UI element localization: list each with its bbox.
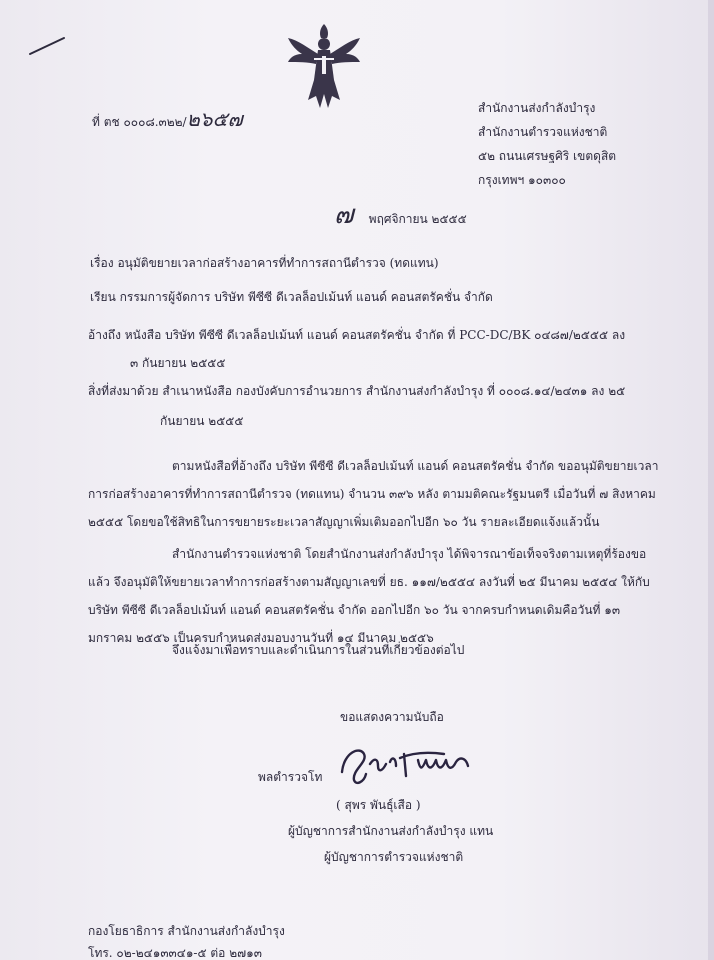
enclosure-label: สิ่งที่ส่งมาด้วย — [88, 384, 159, 398]
reference-number — [92, 107, 243, 131]
body-paragraph-1: ตามหนังสือที่อ้างถึง บริษัท พีซีซี ดีเวลล็อปเม้นท์ แอนด์ คอนสตรัคชั่น จำกัด ขออนุมัติขยายเวลาการก่อสร้างอาคารที่ทำการสถานีตำรวจ (ทดแทน) จำนวน ๓๙๖ หลัง ตามมติคณะรัฐมนตรี เมื่อวันที่ ๗ สิงหาคม ๒๕๕๕ โดยขอใช้สิทธิในการขยายระยะเวลาสัญญาเพิ่มเติมออกไปอีก ๖๐ วัน รายละเอียดแจ้งแล้วนั้น — [88, 459, 659, 529]
reference-prefix: ที่ ตช ๐๐๐๘.๓๒๒/ — [92, 115, 187, 129]
subject-line — [90, 256, 439, 270]
letter-date — [334, 194, 467, 235]
sender-line-1: สำนักงานส่งกำลังบำรุง — [478, 101, 596, 115]
pen-mark-icon — [28, 36, 68, 56]
recipient-line — [90, 290, 493, 304]
sender-address — [478, 96, 616, 192]
body-paragraph-2: สำนักงานตำรวจแห่งชาติ โดยสำนักงานส่งกำลังบำรุง ได้พิจารณาข้อเท็จจริงตามเหตุที่ร้องขอแล้ว จึงอนุมัติให้ขยายเวลาทำการก่อสร้างตามสัญญาเลขที่ ยธ. ๑๑๗/๒๕๕๔ ลงวันที่ ๒๕ มีนาคม ๒๕๕๔ ให้กับ บริษัท พีซีซี ดีเวลล็อปเม้นท์ แอนด์ คอนสตรัคชั่น จำกัด ออกไปอีก ๖๐ วัน จากครบกำหนดเดิมคือวันที่ ๑๓ มกราคม ๒๕๕๖ เป็นครบกำหนดส่งมอบงานวันที่ ๑๔ มีนาคม ๒๕๕๖ — [88, 547, 650, 645]
subject-label: เรื่อง — [90, 256, 114, 270]
page-edge — [708, 0, 714, 960]
footer-office: กองโยธาธิการ สำนักงานส่งกำลังบำรุง — [88, 924, 285, 938]
sender-line-2: สำนักงานตำรวจแห่งชาติ — [478, 125, 608, 139]
signer-name: ( สุพร พันธุ์เสือ ) — [336, 798, 421, 812]
signer-title-2: ผู้บัญชาการตำรวจแห่งชาติ — [324, 850, 464, 864]
sender-line-4: กรุงเทพฯ ๑๐๓๐๐ — [478, 173, 566, 187]
handwritten-signature — [334, 736, 484, 788]
reference-line — [88, 328, 625, 342]
reference-text-2: ๓ กันยายน ๒๕๕๕ — [130, 356, 226, 370]
date-day: ๗ — [334, 200, 354, 230]
enclosure-text-2: กันยายน ๒๕๕๕ — [160, 414, 244, 428]
sender-line-3: ๕๒ ถนนเศรษฐศิริ เขตดุสิต — [478, 149, 617, 163]
signer-rank: พลตำรวจโท — [258, 770, 323, 784]
recipient-label: เรียน — [90, 290, 116, 304]
subject-text: อนุมัติขยายเวลาก่อสร้างอาคารที่ทำการสถานีตำรวจ (ทดแทน) — [117, 256, 439, 270]
recipient-text: กรรมการผู้จัดการ บริษัท พีซีซี ดีเวลล็อปเม้นท์ แอนด์ คอนสตรัคชั่น จำกัด — [119, 290, 493, 304]
closing-phrase: ขอแสดงความนับถือ — [340, 710, 444, 724]
reference-label: อ้างถึง — [88, 328, 121, 342]
footer-phone: โทร. ๐๒-๒๔๑๓๓๔๑-๕ ต่อ ๒๗๑๓ — [88, 946, 262, 960]
enclosure-text-1: สำเนาหนังสือ กองบังคับการอำนวยการ สำนักงานส่งกำลังบำรุง ที่ ๐๐๐๘.๑๔/๒๔๓๑ ลง ๒๕ — [162, 384, 626, 398]
reference-text-1: หนังสือ บริษัท พีซีซี ดีเวลล็อปเม้นท์ แอนด์ คอนสตรัคชั่น จำกัด ที่ PCC-DC/BK ๐๔๘๗/๒๕๕๕ ลง — [124, 328, 626, 342]
enclosure-line — [88, 384, 625, 398]
body-paragraph-3: จึงแจ้งมาเพื่อทราบและดำเนินการในส่วนที่เกี่ยวข้องต่อไป — [172, 643, 465, 657]
garuda-emblem-icon — [284, 20, 364, 116]
reference-handwritten: ๒๖๕๗ — [186, 107, 243, 131]
date-month-year: พฤศจิกายน ๒๕๕๕ — [368, 212, 467, 226]
signer-title-1: ผู้บัญชาการสำนักงานส่งกำลังบำรุง แทน — [288, 824, 494, 838]
